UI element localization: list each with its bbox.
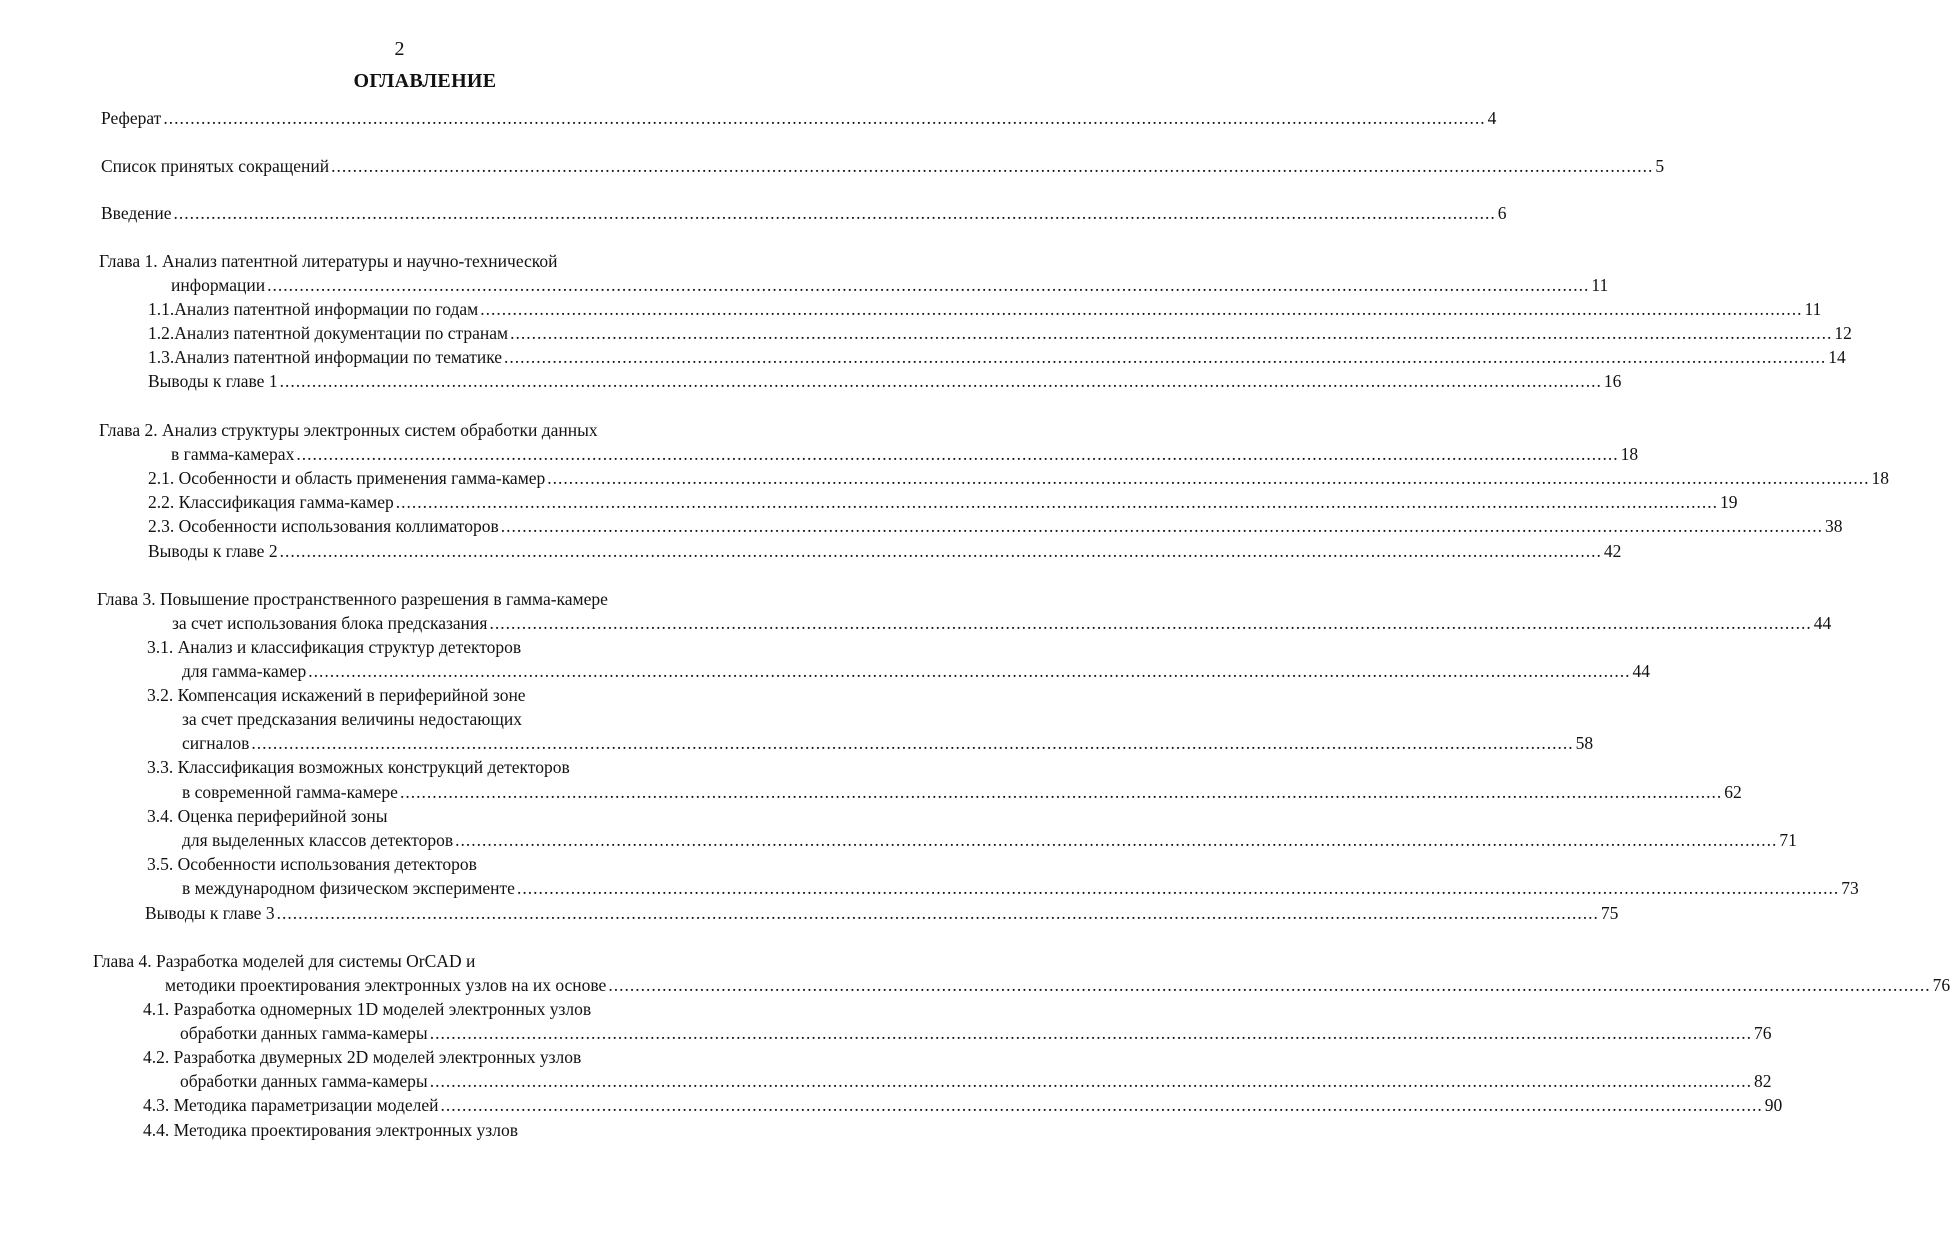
toc-page-number: 82 <box>1753 1071 1772 1091</box>
toc-section-number: 1.3. <box>148 347 175 367</box>
toc-entry-text: Выводы к главе 3 <box>145 903 275 923</box>
toc-page-number: 75 <box>1600 903 1619 923</box>
toc-entry-text: в международном физическом эксперименте <box>182 878 515 898</box>
toc-page-number: 11 <box>1804 299 1822 319</box>
toc-entry-text: Анализ патентной документации по странам <box>174 323 509 343</box>
toc-entry-text: Выводы к главе 2 <box>148 541 278 561</box>
toc-entry-text: 4.1. Разработка одномерных 1D моделей электронных узлов <box>143 999 592 1019</box>
toc-chapter-1-heading-cont[interactable] <box>171 275 1609 296</box>
toc-leader-dots: ...................................................................................................................................................................................................................................................... <box>331 156 1654 176</box>
toc-page-number: 42 <box>1603 541 1622 561</box>
toc-section-4-1[interactable] <box>143 999 591 1020</box>
toc-leader-dots: ...................................................................................................................................................................................................................................................... <box>267 275 1590 295</box>
toc-leader-dots: ...................................................................................................................................................................................................................................................... <box>399 782 1723 802</box>
toc-section-3-2-cont[interactable] <box>182 709 522 730</box>
toc-section-3-1[interactable] <box>147 637 521 658</box>
toc-page-number: 44 <box>1813 613 1832 633</box>
toc-entry-text: Глава 3. Повышение пространственного разрешения в гамма-камере <box>97 589 608 609</box>
toc-leader-dots: ...................................................................................................................................................................................................................................................... <box>395 492 1718 512</box>
toc-leader-dots: ...................................................................................................................................................................................................................................................... <box>251 733 1574 753</box>
toc-entry-abstract[interactable] <box>101 108 1497 129</box>
toc-entry-text: обработки данных гамма-камеры <box>180 1071 428 1091</box>
toc-page-number: 5 <box>1655 156 1665 176</box>
toc-entry-text: 4.3. Методика параметризации моделей <box>143 1095 439 1115</box>
toc-entry-text: 3.5. Особенности использования детекторов <box>147 854 477 874</box>
toc-page-number: 14 <box>1828 347 1846 367</box>
toc-section-3-3-cont[interactable] <box>182 782 1742 803</box>
toc-section-3-2-cont2[interactable] <box>182 733 1594 754</box>
toc-entry-text: методики проектирования электронных узлов на их основе <box>165 975 607 995</box>
toc-leader-dots: ...................................................................................................................................................................................................................................................... <box>504 347 1827 367</box>
toc-entry-text: 2.1. Особенности и область применения гамма-камер <box>148 468 546 488</box>
toc-page-number: 44 <box>1632 661 1650 681</box>
toc-chapter-4-heading-cont[interactable] <box>165 975 1950 996</box>
toc-entry-text: Выводы к главе 1 <box>148 371 278 391</box>
toc-entry-text: 3.3. Классификация возможных конструкций детекторов <box>147 757 570 777</box>
toc-page-number: 12 <box>1834 323 1852 343</box>
toc-leader-dots: ...................................................................................................................................................................................................................................................... <box>308 661 1631 681</box>
toc-section-number: 1.2. <box>148 323 175 343</box>
toc-conclusions-1[interactable] <box>148 371 1622 392</box>
toc-section-1-1[interactable] <box>148 299 1822 320</box>
toc-section-4-3[interactable] <box>143 1095 1783 1116</box>
toc-leader-dots: ...................................................................................................................................................................................................................................................... <box>489 613 1812 633</box>
toc-leader-dots: ...................................................................................................................................................................................................................................................... <box>440 1095 1763 1115</box>
toc-entry-introduction[interactable] <box>101 203 1507 224</box>
toc-leader-dots: ...................................................................................................................................................................................................................................................... <box>510 323 1833 343</box>
toc-entry-text: Анализ патентной информации по тематике <box>174 347 503 367</box>
toc-chapter-4-heading[interactable] <box>93 951 475 972</box>
toc-page-number: 76 <box>1753 1023 1772 1043</box>
toc-chapter-3-heading[interactable] <box>97 589 608 610</box>
toc-entry-text: Глава 2. Анализ структуры электронных систем обработки данных <box>99 420 598 440</box>
toc-section-1-3[interactable] <box>148 347 1846 368</box>
toc-page-number: 73 <box>1841 878 1859 898</box>
toc-page-number: 38 <box>1824 516 1843 536</box>
toc-entry-text: обработки данных гамма-камеры <box>180 1023 428 1043</box>
toc-entry-text: за счет предсказания величины недостающих <box>182 709 522 729</box>
toc-section-2-3[interactable] <box>148 516 1843 537</box>
toc-section-4-2[interactable] <box>143 1047 581 1068</box>
toc-entry-text: в современной гамма-камере <box>182 782 398 802</box>
toc-section-2-1[interactable] <box>148 468 1890 489</box>
toc-chapter-2-heading-cont[interactable] <box>171 444 1639 465</box>
toc-section-4-2-cont[interactable] <box>180 1071 1772 1092</box>
page-title: ОГЛАВЛЕНИЕ <box>353 70 497 92</box>
toc-page-number: 58 <box>1575 733 1594 753</box>
toc-entry-text: для гамма-камер <box>182 661 307 681</box>
toc-leader-dots: ...................................................................................................................................................................................................................................................... <box>547 468 1870 488</box>
toc-entry-text: 4.2. Разработка двумерных 2D моделей электронных узлов <box>143 1047 582 1067</box>
toc-conclusions-2[interactable] <box>148 541 1622 562</box>
toc-leader-dots: ...................................................................................................................................................................................................................................................... <box>279 541 1602 561</box>
toc-leader-dots: ...................................................................................................................................................................................................................................................... <box>276 903 1599 923</box>
toc-page-number: 6 <box>1497 203 1507 223</box>
toc-page-number: 76 <box>1932 975 1950 995</box>
toc-section-2-2[interactable] <box>148 492 1738 513</box>
toc-entry-text: Список принятых сокращений <box>101 156 330 176</box>
toc-leader-dots: ...................................................................................................................................................................................................................................................... <box>296 444 1619 464</box>
toc-page-number: 90 <box>1764 1095 1783 1115</box>
toc-entry-text: 3.1. Анализ и классификация структур детекторов <box>147 637 522 657</box>
toc-section-3-1-cont[interactable] <box>182 661 1650 682</box>
toc-leader-dots: ...................................................................................................................................................................................................................................................... <box>163 108 1486 128</box>
toc-section-number: 1.1. <box>148 299 175 319</box>
toc-page-number: 4 <box>1487 108 1497 128</box>
toc-section-3-4-cont[interactable] <box>182 830 1797 851</box>
toc-leader-dots: ...................................................................................................................................................................................................................................................... <box>279 371 1602 391</box>
toc-page-number: 62 <box>1724 782 1742 802</box>
toc-section-4-4[interactable] <box>143 1120 518 1141</box>
toc-entry-text: 2.3. Особенности использования коллиматоров <box>148 516 499 536</box>
toc-chapter-3-heading-cont[interactable] <box>172 613 1832 634</box>
toc-entry-text: Реферат <box>101 108 162 128</box>
toc-entry-text: для выделенных классов детекторов <box>182 830 454 850</box>
toc-entry-text: информации <box>171 275 266 295</box>
toc-leader-dots: ...................................................................................................................................................................................................................................................... <box>608 975 1931 995</box>
toc-entry-text: Анализ патентной информации по годам <box>174 299 479 319</box>
toc-leader-dots: ...................................................................................................................................................................................................................................................... <box>516 878 1840 898</box>
page-number: 2 <box>394 38 405 60</box>
toc-leader-dots: ...................................................................................................................................................................................................................................................... <box>455 830 1778 850</box>
toc-page-number: 18 <box>1620 444 1639 464</box>
toc-leader-dots: ...................................................................................................................................................................................................................................................... <box>500 516 1823 536</box>
toc-entry-text: за счет использования блока предсказания <box>172 613 488 633</box>
toc-page-number: 71 <box>1779 830 1797 850</box>
toc-entry-text: в гамма-камерах <box>171 444 295 464</box>
toc-section-3-3[interactable] <box>147 757 570 778</box>
toc-chapter-2-heading[interactable] <box>99 420 598 441</box>
toc-chapter-1-heading[interactable] <box>99 251 558 272</box>
toc-entry-text: Глава 1. Анализ патентной литературы и научно-технической <box>99 251 558 271</box>
toc-page-number: 18 <box>1871 468 1890 488</box>
toc-page-number: 11 <box>1591 275 1609 295</box>
toc-leader-dots: ...................................................................................................................................................................................................................................................... <box>173 203 1496 223</box>
toc-section-3-2[interactable] <box>147 685 526 706</box>
toc-section-4-1-cont[interactable] <box>180 1023 1772 1044</box>
toc-conclusions-3[interactable] <box>145 903 1619 924</box>
toc-entry-text: 4.4. Методика проектирования электронных узлов <box>143 1120 518 1140</box>
toc-section-1-2[interactable] <box>148 323 1852 344</box>
toc-leader-dots: ...................................................................................................................................................................................................................................................... <box>429 1071 1752 1091</box>
toc-entry-text: сигналов <box>182 733 250 753</box>
toc-entry-text: Глава 4. Разработка моделей для системы OrCAD и <box>93 951 476 971</box>
toc-entry-text: 3.2. Компенсация искажений в периферийной зоне <box>147 685 526 705</box>
toc-section-3-5[interactable] <box>147 854 477 875</box>
toc-entry-text: 3.4. Оценка периферийной зоны <box>147 806 388 826</box>
toc-leader-dots: ...................................................................................................................................................................................................................................................... <box>429 1023 1752 1043</box>
toc-entry-text: 2.2. Классификация гамма-камер <box>148 492 394 512</box>
toc-section-3-4[interactable] <box>147 806 388 827</box>
toc-page-number: 19 <box>1719 492 1738 512</box>
toc-entry-text: Введение <box>101 203 172 223</box>
toc-leader-dots: ...................................................................................................................................................................................................................................................... <box>480 299 1803 319</box>
toc-page-number: 16 <box>1603 371 1622 391</box>
toc-entry-abbreviations[interactable] <box>101 156 1665 177</box>
toc-section-3-5-cont[interactable] <box>182 878 1859 899</box>
